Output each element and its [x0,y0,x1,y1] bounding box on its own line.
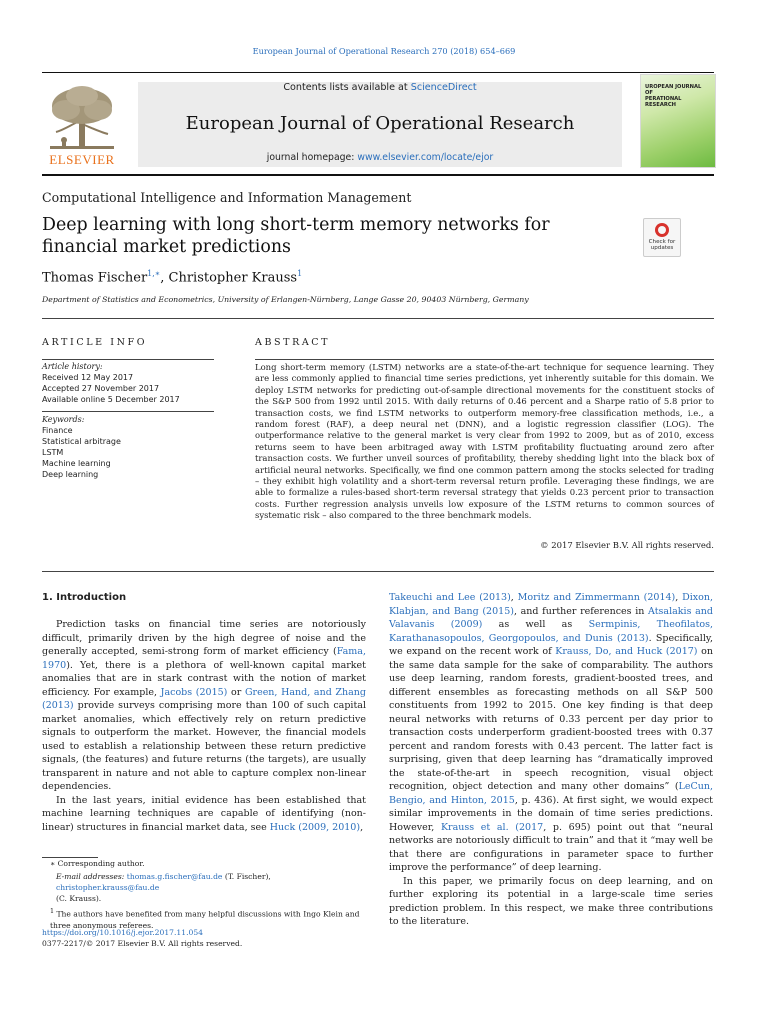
body-paragraph [389,591,713,875]
citation-link[interactable]: Dixon, Klabjan, and Bang (2015) [389,592,713,617]
body-text: , p. 436). At first sight, we would expect similar improvements in the domain of time series predictions. However, [389,794,713,833]
homepage-prefix: journal homepage: [266,152,358,163]
body-text: , and further references in [513,605,649,617]
header-rule [42,174,714,176]
history-item: Accepted 27 November 2017 [42,384,160,393]
check-for-updates-label: Check for updates [648,239,676,251]
body-text: or [227,686,245,698]
homepage-link[interactable]: www.elsevier.com/locate/ejor [357,152,494,163]
journal-title: European Journal of Operational Research [185,113,575,134]
email-link[interactable]: christopher.krauss@fau.de [56,883,160,892]
author-affiliation-marker[interactable]: 1,∗ [147,269,161,278]
doi-block [42,927,366,949]
body-text: In the last years, initial evidence has been established that machine learning techniques are capable of identifying (non-linear) structures in financial market data, see [42,794,366,833]
citation-link[interactable]: Sermpinis, Theofilatos, Karathanasopoulos, Georgopoulos, and Dunis (2013) [389,619,714,644]
citation-link[interactable]: Green, Hand, and Zhang (2013) [42,686,367,711]
footnote-emails [42,871,366,904]
citation-link[interactable]: Huck (2009, 2010) [269,821,361,833]
crossmark-ring [658,226,666,234]
article-info-rule-left [42,359,214,360]
abstract-rule [255,359,714,360]
journal-cover-thumbnail[interactable] [640,74,716,168]
contents-line [138,82,622,93]
history-item: Received 12 May 2017 [42,373,134,382]
abstract-copyright: © 2017 Elsevier B.V. All rights reserved. [540,540,714,550]
footnote-corresponding [42,858,366,869]
body-column-right [389,591,713,929]
section-name: Computational Intelligence and Information Management [42,190,412,205]
footnotes [42,858,366,933]
body-text: , [510,592,518,603]
author-name: Thomas Fischer [42,270,148,286]
citation-link[interactable]: Krauss, Do, and Huck (2017) [555,646,698,657]
top-rule [42,72,714,73]
footnote-text: Corresponding author. [55,859,145,868]
email-label: E-mail addresses: [56,872,127,881]
citation-link[interactable]: LeCun, Bengio, and Hinton, 2015 [389,781,713,806]
keywords-list [42,414,214,480]
citation-link[interactable]: Atsalakis and Valavanis (2009) [389,605,713,630]
citation-link[interactable]: Fama, 1970 [42,646,366,671]
journal-reference-link[interactable]: European Journal of Operational Research 270 (2018) 654–669 [252,46,516,56]
article-info-rule [42,318,714,319]
body-column-left [42,618,366,834]
author-name: Christopher Krauss [168,270,298,286]
email-link[interactable]: thomas.g.fischer@fau.de [126,872,223,881]
citation-link[interactable]: Moritz and Zimmermann (2014) [517,592,676,603]
footnote-marker: ∗ [50,859,56,868]
body-paragraph [42,794,366,835]
footnote-text: (C. Krauss). [56,894,102,903]
keyword-item: Finance [42,426,73,435]
keyword-item: Deep learning [42,470,99,479]
affiliation: Department of Statistics and Econometrics, University of Erlangen-Nürnberg, Lange Gasse 20, 90403 Nürnberg, Germany [42,295,529,304]
abstract-heading: ABSTRACT [255,337,331,348]
history-item: Available online 5 December 2017 [42,395,180,404]
body-text: , [675,592,683,603]
doi-link[interactable]: https://doi.org/10.1016/j.ejor.2017.11.054 [42,928,203,937]
check-for-updates-button[interactable] [643,218,681,257]
keyword-item: Statistical arbitrage [42,437,121,446]
footnote-text: (T. Fischer), [222,872,271,881]
body-text: Prediction tasks on financial time series are notoriously difficult, primarily driven by the high degree of noise and the generally accepted, semi-strong form of market efficiency ( [42,619,366,657]
sciencedirect-link[interactable]: ScienceDirect [410,82,477,93]
paper-title: Deep learning with long short-term memory networks for financial market predictions [42,215,550,257]
citation-link[interactable]: Krauss et al. (2017 [440,821,544,833]
author-list [42,269,302,285]
body-text: . Specifically, we expand on the recent work of [389,632,713,657]
cover-title: UROPEAN JOURNAL OF PERATIONAL RESEARCH [645,84,702,108]
body-text: ). Yet, there is a plethora of well-known capital market anomalies that are in stark contrast with the notion of market efficiency. For example, [42,659,366,698]
citation-link[interactable]: Takeuchi and Lee (2013) [389,592,511,603]
homepage-line [138,152,622,163]
body-paragraph [42,618,366,794]
body-text: on the same data sample for the sake of comparability. The authors use deep learning, random forests, gradient-boosted trees, and different ensembles as forecasting methods on all S&P 500 constituents from 1992 to 2015. One key finding is that deep neural networks with returns of 0.33 percent per day prior to transaction costs underperform gradient-boosted trees with 0.37 percent and random forests with 0.43 percent. The latter fact is surprising, given that deep learning has “dramatically improved the state-of-the-art in speech recognition, visual object recognition, object detection and many other domains” ( [389,646,714,792]
article-history [42,361,214,405]
keyword-item: LSTM [42,448,64,457]
keywords-label: Keywords: [42,415,85,424]
article-info-heading: ARTICLE INFO [42,337,148,348]
body-text: as well as [482,619,589,630]
history-label: Article history: [42,362,103,371]
keyword-item: Machine learning [42,459,111,468]
body-text: , [360,821,364,833]
introduction-heading: 1. Introduction [42,592,127,603]
body-text: provide surveys comprising more than 100 of such capital market anomalies, which effectively rely on return predictive signals to outperform the market. However, the financial models used to establish a relationship between these return predictive signals, (the features) and future returns (the targets), are usually transparent in nature and not able to capture complex non-linear dependencies. [42,700,366,792]
author-separator: , [160,270,169,286]
issn-copyright: 0377-2217/© 2017 Elsevier B.V. All rights reserved. [42,939,243,948]
citation-link[interactable]: Jacobs (2015) [160,686,228,698]
contents-prefix: Contents lists available at [283,82,411,93]
author-affiliation-marker[interactable]: 1 [297,269,303,278]
keywords-rule [42,411,214,412]
body-text: , p. 695) point out that “neural networks are notoriously difficult to train” and that it “may well be that there are configurations in parameter space to further improve the performance” of deep learning. [389,821,713,873]
abstract-text: Long short-term memory (LSTM) networks are a state-of-the-art technique for sequence learning. They are less commonly applied to financial time series predictions, yet inherently suitable for this domain. We deploy LSTM networks for predicting out-of-sample directional movements for the constituent stocks of the S&P 500 from 1992 until 2015. With daily returns of 0.46 percent and a Sharpe ratio of 5.8 prior to transaction costs, we find LSTM networks to outperform memory-free classification methods, i.e., a random forest (RAF), a deep neural net (DNN), and a logistic regression classifier (LOG). The outperformance relative to the general market is very clear from 1992 to 2009, but as of 2010, excess returns seem to have been arbitraged away with LSTM profitability fluctuating around zero after transaction costs. We further unveil sources of profitability, thereby shedding light into the black box of artificial neural networks. Specifically, we find one common pattern among the stocks selected for trading – they exhibit high volatility and a short-term reversal return profile. Leveraging these findings, we are able to formalize a rules-based short-term reversal strategy that yields 0.23 percent prior to transaction costs. Further regression analysis unveils low exposure of the LSTM returns to common sources of systematic risk – also compared to the three benchmark models. [255,362,714,521]
footnote-text: The authors have benefited from many helpful discussions with Ingo Klein and three anonymous referees. [50,909,360,930]
body-paragraph: In this paper, we primarily focus on deep learning, and on further exploring its potential in a large-scale time series prediction problem. In this respect, we make three contributions to the literature. [389,875,713,927]
elsevier-wordmark: ELSEVIER [49,152,115,167]
footnote-marker: 1 [50,908,55,915]
body-rule [42,571,714,572]
